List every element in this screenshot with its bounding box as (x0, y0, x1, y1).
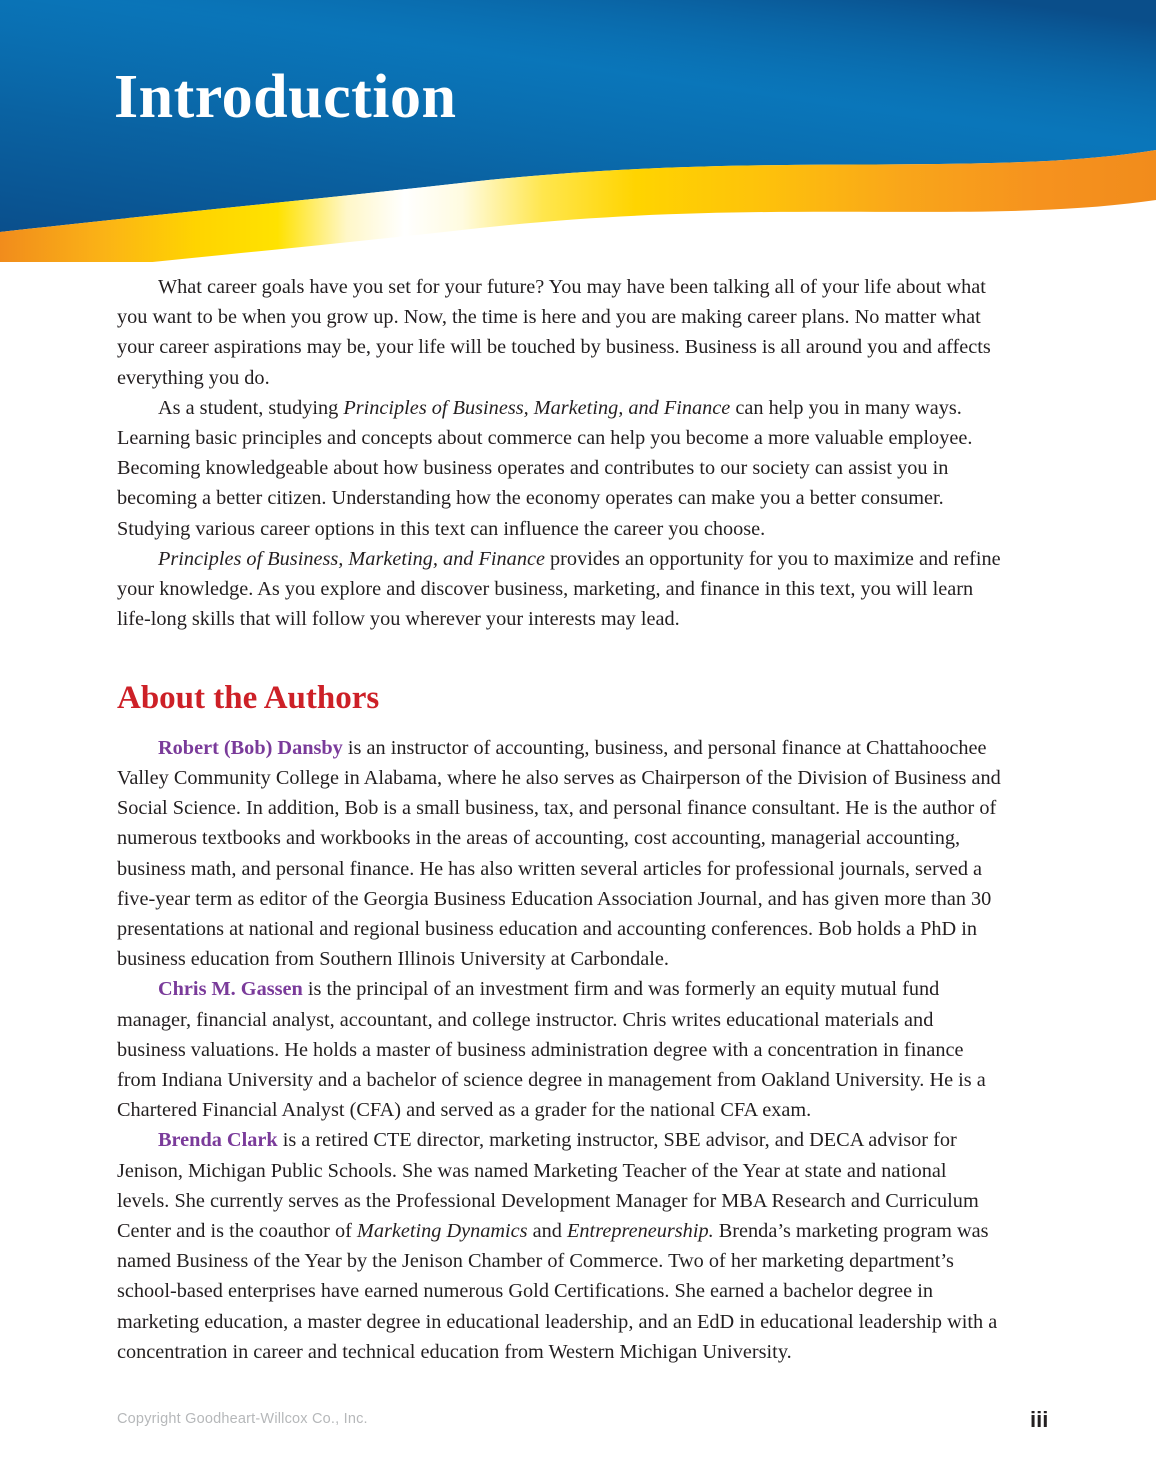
intro-paragraph-3 (117, 544, 1001, 635)
author-name: Brenda Clark (158, 1129, 278, 1152)
author-bio-dansby (117, 733, 1001, 975)
page-title: Introduction (114, 63, 457, 131)
body-text: is an instructor of accounting, business, and personal finance at Chattahoochee Valley Community College in Alabama, where he also serves as Chairperson of the Division of Business and Social Science. In addition, Bob is a small business, tax, and personal finance consultant. He is the author of numerous textbooks and workbooks in the areas of accounting, cost accounting, managerial accounting, business math, and personal finance. He has also written several articles for professional journals, served a five-year term as editor of the Georgia Business Education Association Journal, and has given more than 30 presentations at national and regional business education and accounting conferences. Bob holds a PhD in business education from Southern Illinois University at Carbondale. (117, 736, 1001, 971)
author-bio-gassen (117, 974, 1001, 1125)
page-header-banner (0, 0, 1156, 262)
italic-title-text: Principles of Business, Marketing, and Finance (343, 396, 731, 419)
footer-page-number: iii (1030, 1407, 1049, 1432)
body-text: can help you in many ways. Learning basic principles and concepts about commerce can help you become a more valuable employee. Becoming knowledgeable about how business operates and contributes to our society can assist you in becoming a better citizen. Understanding how the economy operates can make you a better consumer. Studying various career options in this text can influence the career you choose. (117, 396, 973, 540)
footer-copyright: Copyright Goodheart-Willcox Co., Inc. (117, 1411, 368, 1427)
body-text: is the principal of an investment firm and was formerly an equity mutual fund manager, financial analyst, accountant, and college instructor. Chris writes educational materials and business valuations. He holds a master of business administration degree with a concentration in finance from Indiana University and a bachelor of science degree in management from Oakland University. He is a Chartered Financial Analyst (CFA) and served as a grader for the national CFA exam. (117, 978, 986, 1122)
page-content (117, 272, 1001, 1367)
intro-paragraph-2 (117, 393, 1001, 544)
body-text: Brenda’s marketing program was named Business of the Year by the Jenison Chamber of Commerce. Two of her marketing department’s school-based enterprises have earned numerous Gold Certifications. She earned a bachelor degree in marketing education, a master degree in educational leadership, and an EdD in educational leadership with a concentration in career and technical education from Western Michigan University. (117, 1219, 998, 1363)
intro-paragraph-1 (117, 272, 1001, 393)
body-text: is a retired CTE director, marketing instructor, SBE advisor, and DECA advisor for Jenison, Michigan Public Schools. She was named Marketing Teacher of the Year at state and national levels. She currently serves as the Professional Development Manager for MBA Research and Curriculum Center and is the coauthor of (117, 1129, 979, 1242)
body-text: As a student, studying (158, 396, 344, 419)
author-name: Chris M. Gassen (158, 978, 303, 1001)
body-text: and (527, 1219, 568, 1242)
author-bio-clark (117, 1125, 1001, 1367)
italic-title-text: Principles of Business, Marketing, and Finance (158, 547, 545, 570)
author-name: Robert (Bob) Dansby (158, 736, 343, 759)
about-authors-heading-wrap (117, 680, 1001, 716)
body-text: What career goals have you set for your future? You may have been talking all of your life about what you want to be when you grow up. Now, the time is here and you are making career plans. No matter what your career aspirations may be, your life will be touched by business. Business is all around you and affects everything you do. (117, 276, 991, 389)
banner-graphic (0, 0, 1156, 262)
introduction-body (117, 272, 1001, 634)
italic-title-text: Marketing Dynamics (356, 1219, 528, 1242)
italic-title-text: Entrepreneurship. (567, 1219, 714, 1242)
body-text: provides an opportunity for you to maximize and refine your knowledge. As you explore and discover business, marketing, and finance in this text, you will learn life-long skills that will follow you wherever your interests may lead. (117, 547, 1001, 631)
authors-list (117, 733, 1001, 1367)
about-authors-heading: About the Authors (117, 680, 380, 717)
